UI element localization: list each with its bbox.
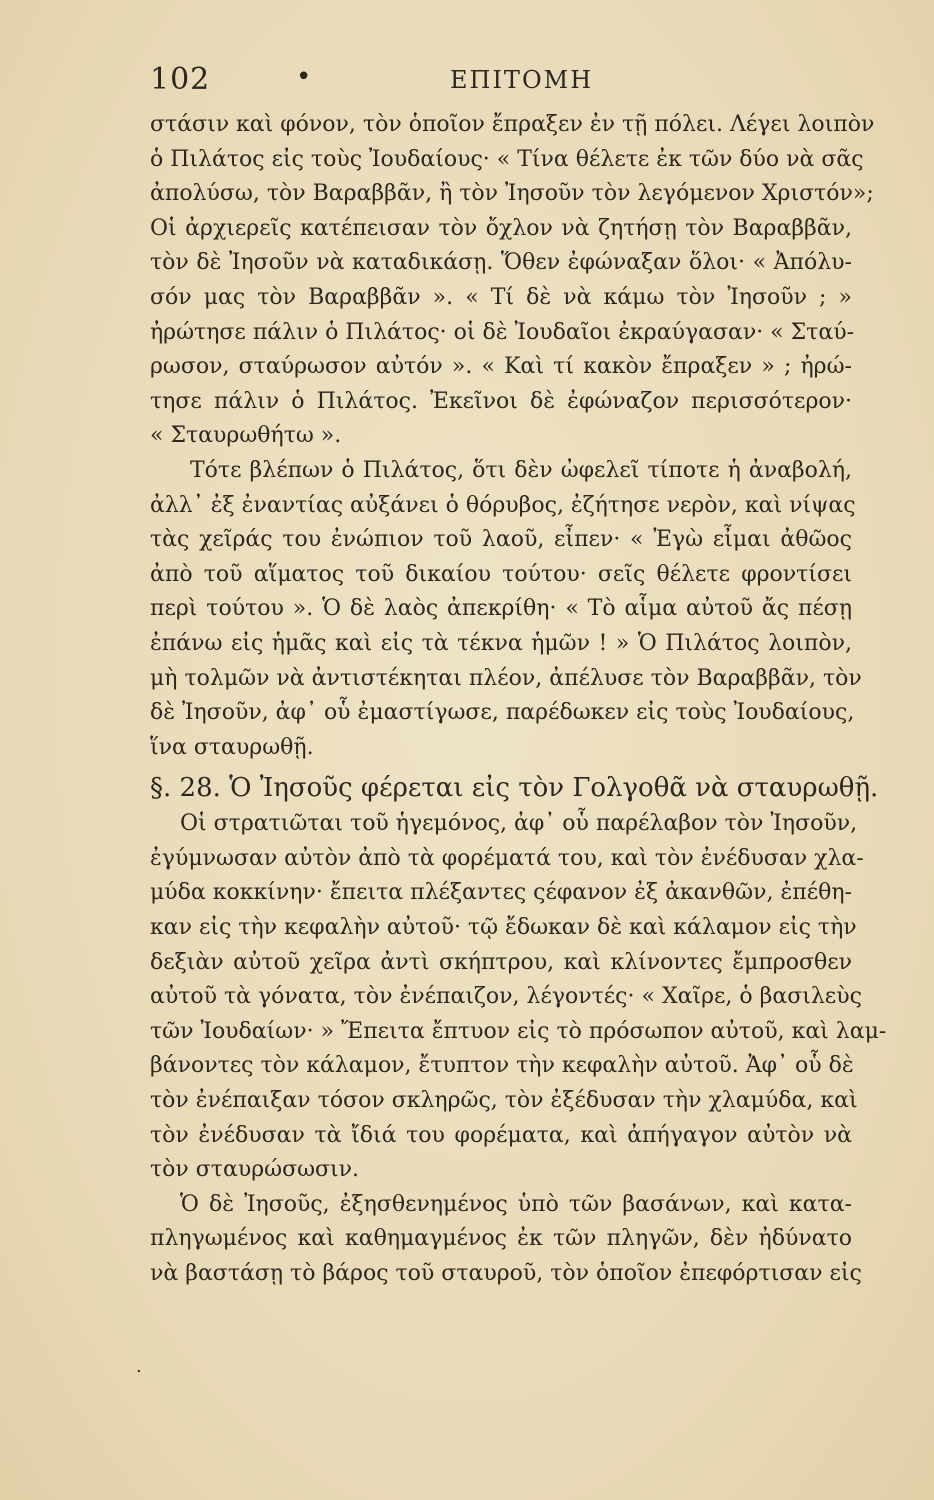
section-heading: §. 28. Ὁ Ἰησοῦς φέρεται εἰς τὸν Γολγοθᾶ νὰ σταυρωθῇ. <box>150 773 879 804</box>
paragraph-start-line: Τότε βλέπων ὁ Πιλάτος, ὅτι δὲν ὠφελεῖ τίποτε ἡ ἀναβολή, <box>190 457 852 483</box>
running-head <box>150 62 850 102</box>
header-separator: • <box>296 62 312 92</box>
text-line: ἀπὸ τοῦ αἵματος τοῦ δικαίου τούτου· σεῖς θέλετε φροντίσει <box>150 561 852 587</box>
text-line: τὸν ἐνέπαιξαν τόσον σκληρῶς, τὸν ἐξέδυσαν τὴν χλαμύδα, καὶ <box>150 1088 858 1114</box>
text-line: τῶν Ἰουδαίων· » Ἔπειτα ἔπτυον εἰς τὸ πρόσωπον αὐτοῦ, καὶ λαμ- <box>150 1018 887 1044</box>
text-line: ἀπολύσω, τὸν Βαραββᾶν, ἢ τὸν Ἰησοῦν τὸν λεγόμενον Χριστόν»; <box>150 181 874 207</box>
text-line: σόν μας τὸν Βαραββᾶν ». « Τί δὲ νὰ κάμω τὸν Ἰησοῦν ; » <box>150 284 852 310</box>
text-line: ἐγύμνωσαν αὐτὸν ἀπὸ τὰ φορέματά του, καὶ τὸν ἐνέδυσαν χλα- <box>150 845 864 871</box>
text-line: ἠρώτησε πάλιν ὁ Πιλάτος· οἱ δὲ Ἰουδαῖοι ἐκραύγασαν· « Σταύ- <box>150 319 855 345</box>
text-line: πληγωμένος καὶ καθημαγμένος ἐκ τῶν πληγῶν, δὲν ἠδύνατο <box>150 1226 852 1252</box>
text-line: μὴ τολμῶν νὰ ἀντιστέκηται πλέον, ἀπέλυσε τὸν Βαραββᾶν, τὸν <box>150 665 862 691</box>
text-line: τὸν ἐνέδυσαν τὰ ἴδιά του φορέματα, καὶ ἀπήγαγον αὐτὸν νὰ <box>150 1122 852 1148</box>
margin-mark: . <box>136 1356 142 1377</box>
text-line: Οἱ ἀρχιερεῖς κατέπεισαν τὸν ὄχλον νὰ ζητήσῃ τὸν Βαραββᾶν, <box>150 215 852 241</box>
text-line: ρωσον, σταύρωσον αὐτόν ». « Καὶ τί κακὸν ἔπραξεν » ; ἠρώ- <box>150 354 852 380</box>
text-line: ἀλλ᾽ ἐξ ἐναντίας αὐξάνει ὁ θόρυβος, ἐζήτησε νερὸν, καὶ νίψας <box>150 492 856 518</box>
text-line: αὐτοῦ τὰ γόνατα, τὸν ἐνέπαιζον, λέγοντές· « Χαῖρε, ὁ βασιλεὺς <box>150 984 862 1010</box>
page-number: 102 <box>150 62 211 97</box>
text-line: νὰ βαστάσῃ τὸ βάρος τοῦ σταυροῦ, τὸν ὁποῖον ἐπεφόρτισαν εἰς <box>150 1261 862 1286</box>
text-line: μύδα κοκκίνην· ἔπειτα πλέξαντες ςέφανον ἐξ ἀκανθῶν, ἐπέθη- <box>150 880 852 906</box>
text-line: καν εἰς τὴν κεφαλὴν αὐτοῦ· τῷ ἔδωκαν δὲ καὶ κάλαμον εἰς τὴν <box>150 915 857 941</box>
text-line: τὰς χεῖράς του ἐνώπιον τοῦ λαοῦ, εἶπεν· « Ἐγὼ εἶμαι ἀθῶος <box>150 527 852 553</box>
text-line: βάνοντες τὸν κάλαμον, ἔτυπτον τὴν κεφαλὴν αὐτοῦ. Ἀφ᾽ οὗ δὲ <box>150 1053 854 1079</box>
paragraph-start-line: Οἱ στρατιῶται τοῦ ἡγεμόνος, ἀφ᾽ οὗ παρέλαβον τὸν Ἰησοῦν, <box>180 811 858 837</box>
text-line: περὶ τούτου ». Ὁ δὲ λαὸς ἀπεκρίθη· « Τὸ αἷμα αὐτοῦ ἄς πέσῃ <box>150 596 852 622</box>
text-line: « Σταυρωθήτω ». <box>150 423 342 449</box>
text-line: τησε πάλιν ὁ Πιλάτος. Ἐκεῖνοι δὲ ἐφώναζον περισσότερον· <box>150 388 852 414</box>
body-text <box>150 108 887 1292</box>
text-line: δεξιὰν αὐτοῦ χεῖρα ἀντὶ σκήπτρου, καὶ κλίνοντες ἔμπροσθεν <box>150 949 852 975</box>
text-line: τὸν δὲ Ἰησοῦν νὰ καταδικάσῃ. Ὅθεν ἐφώναξαν ὅλοι· « Ἀπόλυ- <box>150 250 852 276</box>
text-line: στάσιν καὶ φόνον, τὸν ὁποῖον ἔπραξεν ἐν τῇ πόλει. Λέγει λοιπὸν <box>150 112 875 137</box>
paragraph-start-line: Ὁ δὲ Ἰησοῦς, ἐξησθενημένος ὑπὸ τῶν βασάνων, καὶ κατα- <box>180 1191 852 1217</box>
running-title: ΕΠΙΤΟΜΗ <box>450 66 594 94</box>
text-line: δὲ Ἰησοῦν, ἀφ᾽ οὗ ἐμαστίγωσε, παρέδωκεν εἰς τοὺς Ἰουδαίους, <box>150 700 855 726</box>
text-line: τὸν σταυρώσωσιν. <box>150 1157 360 1183</box>
text-line: ἐπάνω εἰς ἡμᾶς καὶ εἰς τὰ τέκνα ἡμῶν ! » Ὁ Πιλάτος λοιπὸν, <box>150 630 852 656</box>
text-line: ἵνα σταυρωθῇ. <box>150 734 314 760</box>
text-line: ὁ Πιλάτος εἰς τοὺς Ἰουδαίους· « Τίνα θέλετε ἐκ τῶν δύο νὰ σᾶς <box>150 146 864 172</box>
